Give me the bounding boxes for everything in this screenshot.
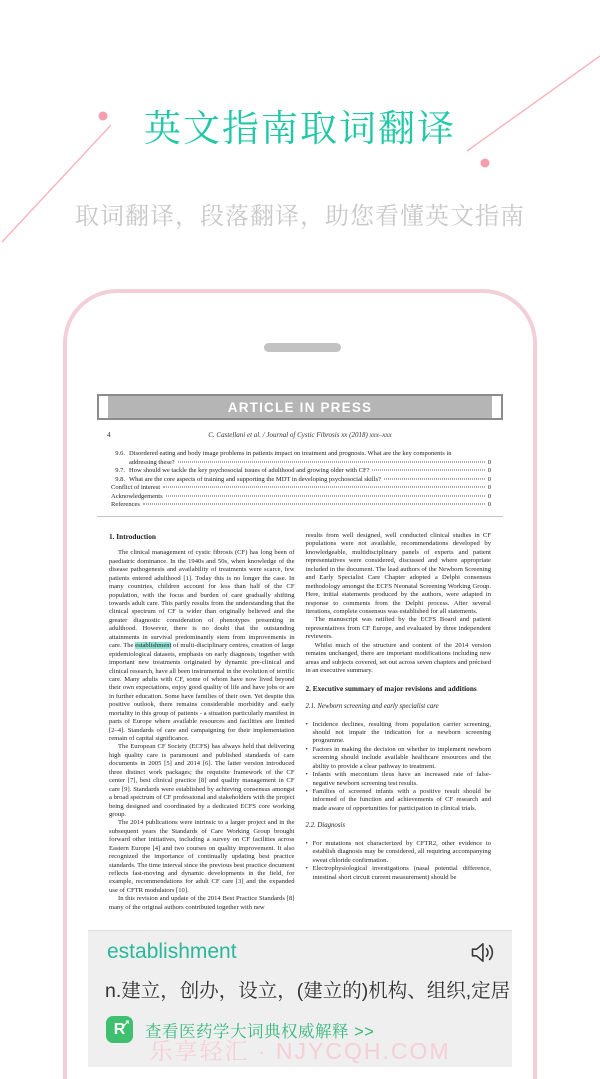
toc-page: 0	[487, 467, 491, 475]
bullet-item: • For mutations not characterized by CFTR2, other evidence to establish diagnosis may be considered, all requiring accompanying sweat chloride confirmation.	[306, 840, 492, 865]
toc-text: Acknowledgements	[111, 492, 163, 500]
subsection-heading: 2.2. Diagnosis	[305, 822, 345, 830]
toc-row	[111, 493, 491, 502]
toc-text: Disordered eating and body image problems in patients impact on treatment and prognosis. What are the key components in	[129, 450, 452, 457]
table-of-contents	[111, 450, 491, 510]
paragraph	[109, 549, 295, 743]
right-pink-dot	[481, 159, 490, 168]
toc-row	[111, 467, 491, 476]
journal-page	[97, 394, 503, 930]
article-in-press-banner	[97, 394, 503, 420]
bullet-list	[306, 721, 492, 814]
toc-page: 0	[487, 475, 491, 483]
toc-number: 9.6.	[115, 450, 125, 457]
right-column	[306, 532, 492, 912]
watermark: 乐享轻汇 · NJYCQH.COM	[149, 1038, 451, 1064]
paragraph-text: of multi-disciplinary centres, creation of large epidemiological datasets, emphasis on early diagnosis, together with important new treatments originated by dynamic pre-clinical and clinical research, have all been instrumental in the evolution of terrific care. Many adults with CF, some of whom have now lived beyond their own expectations, enjoy good quality of life and have jobs or are in further education. Some have families of their own. Yet despite this positive outlook, there remains considerable morbidity and early mortality in this group of patients - a situation particularly manifest in parts of Europe where available resources and facilities are limited [2–4]. Standards of care and campaigning for their implementation remain of capital significance.	[109, 642, 295, 742]
paragraph-text: The clinical management of cystic fibrosis (CF) has long been of paediatric dominance. In the 1940s and 50s, when knowledge of the disease pathogenesis and availability of treatments were scarce, few patients entered adulthood [1]. Today this is no longer the case. In many countries, children account for less than half of the CF population, with the focus and burden of care gradually shifting towards adult care. This partly results from the understanding that the clinical spectrum of CF is wider than originally believed and the greater diagnostic consideration of phenotypes presenting in adulthood. However, there is no doubt that the outstanding attainments in survival predominantly stem from improvements in care. The	[109, 549, 295, 650]
bullet-item: • Electrophysiological investigations (nasal potential difference, intestinal short circuit current measurement) should be	[306, 865, 492, 882]
paragraph: In this revision and update of the 2014 Best Practice Standards [8] many of the original authors contributed together with new	[109, 895, 295, 911]
looked-up-word: establishment	[107, 940, 237, 963]
page-subtitle: 取词翻译，段落翻译，助您看懂英文指南	[75, 203, 525, 230]
toc-text: addressing these?	[129, 458, 175, 466]
banner-bar	[108, 396, 492, 418]
section-heading: 1. Introduction	[109, 532, 156, 542]
toc-text: How should we tackle the key psychosocial issues of adulthood and growing older with CF?	[129, 467, 370, 475]
toc-page: 0	[487, 501, 491, 509]
dictionary-icon-letter: R	[113, 1020, 126, 1038]
section-heading: 2. Executive summary of major revisions and additions	[305, 684, 477, 694]
banner-label: ARTICLE IN PRESS	[227, 399, 373, 415]
toc-row	[111, 459, 491, 468]
left-column	[109, 532, 295, 912]
toc-number: 9.8.	[115, 475, 125, 483]
toc-text: What are the core aspects of training and supporting the MDT in developing psychosocial skills?	[129, 475, 381, 483]
dot-leader	[143, 504, 485, 505]
toc-row	[111, 484, 491, 493]
toc-row	[111, 501, 491, 510]
paragraph: The European CF Society (ECFS) has always held that delivering high quality care is paramount and published standards of care documents in 2005 [5] and 2014 [6]. The latter version introduced three distinct work packages; the requisite framework of the CF center [7], best clinical practice [8] and quality management in CF care [9]. Standards were established by achieving consensus amongst a broad spectrum of CF professional and stakeholders with the project being designed and coordinated by a dedicated ECFS core working group.	[109, 743, 295, 818]
toc-page: 0	[487, 484, 491, 492]
toc-page: 0	[487, 492, 491, 500]
translation-panel	[88, 930, 512, 1067]
paragraph: The manuscript was ratified by the ECFS Board and patient representatives from CF Europe, and evaluated by three independent reviewers.	[305, 616, 491, 641]
dictionary-app-icon[interactable]	[106, 1016, 133, 1043]
page-title: 英文指南取词翻译	[144, 108, 456, 149]
paragraph: The 2014 publications were intrinsic to a larger project and in the subsequent years the Standards of Care Working Group brought forward other initiatives, including a survey on CF facilities across Eastern Europe [4] and two courses on quality improvement. It also recognized the importance of continually updating best practice standards. The time interval since the previous best practice document reflects fast-moving and dynamic developments in the field, for example, recommendations for adult CF care [3] and the expanded use of CFTR modulators [10].	[109, 819, 295, 894]
paragraph: Whilst much of the structure and content of the 2014 version remains unchanged, there are important modifications including new areas and subjects covered, set out across seven chapters and précised in an executive summary.	[305, 641, 491, 675]
toc-row	[111, 476, 491, 485]
divider	[97, 516, 503, 517]
bullet-item: • Families of screened infants with a positive result should be informed of the function and achievements of CF research and made aware of opportunities for participation in clinical trials.	[306, 788, 492, 813]
bullet-list	[306, 840, 492, 882]
dot-leader	[372, 470, 484, 471]
dot-leader	[166, 495, 485, 496]
subsection-heading: 2.1. Newborn screening and early specialist care	[305, 702, 439, 710]
page-number: 4	[107, 431, 111, 439]
page-header	[97, 431, 503, 441]
bullet-item: • Factors in making the decision on whether to implement newborn screening should include available healthcare resources and the ability to provide a clear pathway to treatment.	[306, 746, 492, 771]
article-body	[109, 532, 491, 912]
toc-text: Conflict of interest	[111, 484, 161, 492]
dot-leader	[384, 478, 485, 479]
running-head: C. Castellani et al. / Journal of Cystic Fibrosis xx (2018) xxx–xxx	[208, 431, 392, 439]
phone-earpiece	[264, 343, 341, 352]
dictionary-link-row[interactable]	[106, 1016, 374, 1043]
paragraph: results from well designed, well conducted clinical studies in CF populations were not available, recommendations developed by knowledgeable, multidisciplinary panels of experts and patient representatives were considered, discussed and where appropriate included in the document. The lead authors of the Newborn Screening and Early Specialist Care Chapter adopted a Delphi consensus methodology amongst the ECFS Neonatal Screening Working Group. Here, initial statements produced by the authors, were adapted in response to comments from the Delphi process. After several iterations, complete consensus was established for all statements.	[305, 532, 491, 615]
dot-leader	[163, 487, 485, 488]
arrow-icon: ↗	[122, 1018, 130, 1028]
dot-leader	[178, 461, 485, 462]
dictionary-link[interactable]: 查看医药学大词典权威解释 >>	[145, 1022, 375, 1041]
toc-page: 0	[487, 458, 491, 466]
bullet-item: • Infants with meconium ileus have an increased rate of false-negative newborn screening test results.	[306, 771, 492, 788]
toc-number: 9.7.	[115, 467, 125, 475]
speaker-icon[interactable]	[469, 941, 496, 964]
highlighted-word[interactable]: establishment	[135, 642, 172, 650]
toc-row	[111, 450, 491, 459]
bullet-item: • Incidence declines, resulting from population carrier screening, should not impair the indication for a newborn screening programme.	[306, 721, 492, 746]
translation-definition: n.建立，创办，设立，(建立的)机构、组织,定居	[105, 980, 511, 1002]
toc-text: References	[111, 501, 140, 509]
